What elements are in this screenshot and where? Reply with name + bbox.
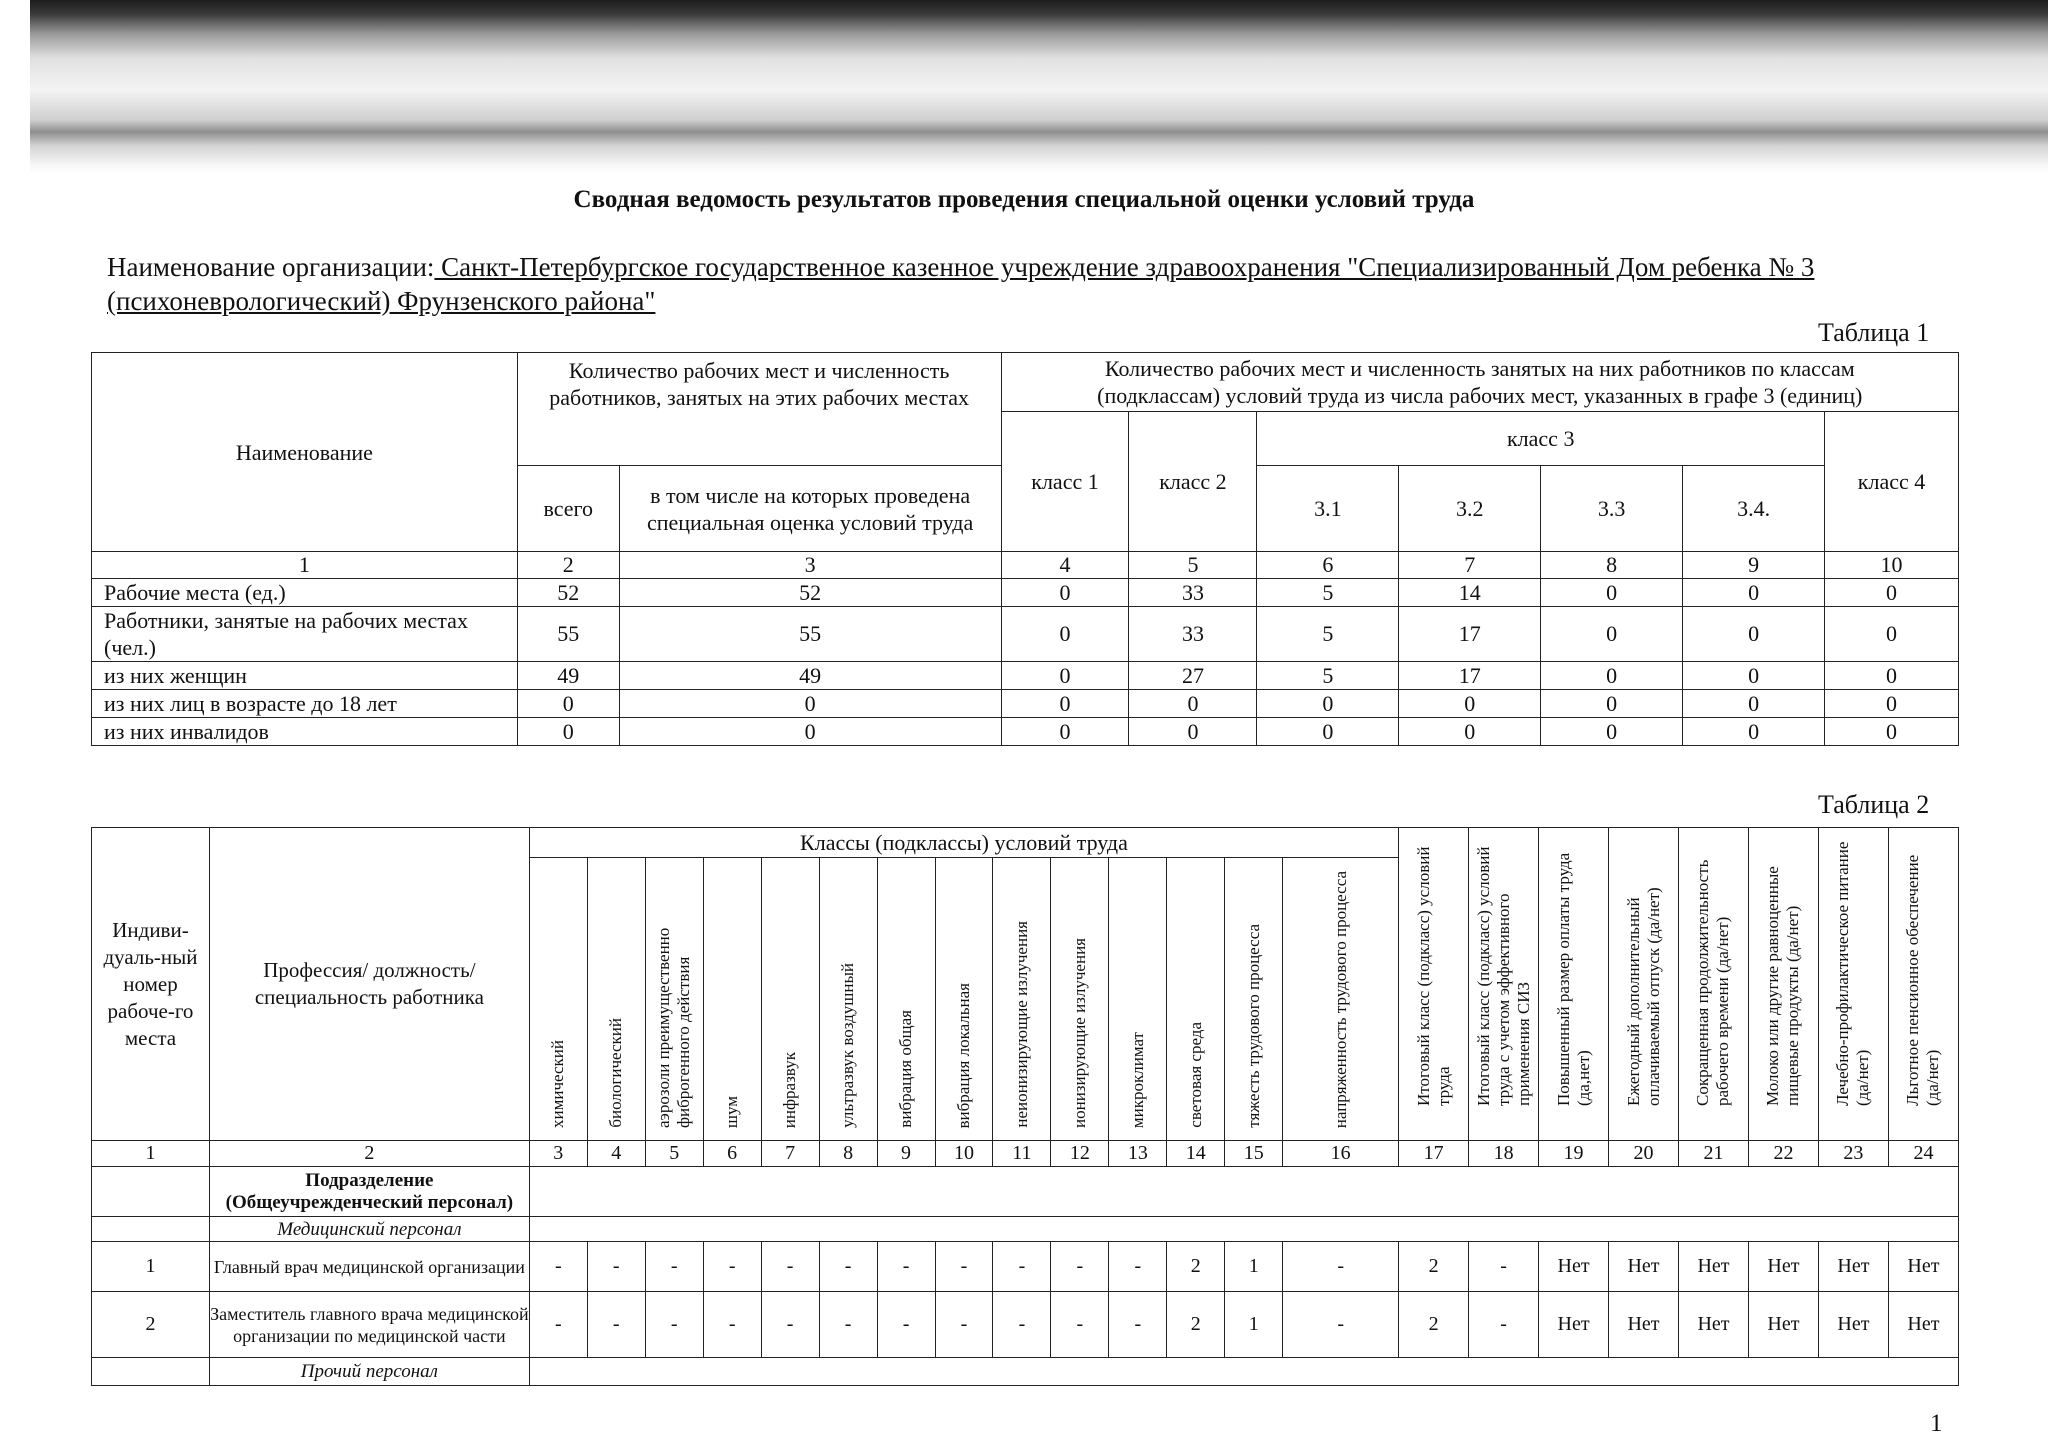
table-row xyxy=(92,1292,1959,1358)
extra-header-text: Сокращенная продолжительность рабочего времени (да/нет) xyxy=(1693,859,1733,1106)
scan-margin xyxy=(0,0,30,1449)
group-label-medical: Медицинский персонал xyxy=(209,1217,529,1242)
factor-header-text: тяжесть трудового процесса xyxy=(1243,924,1263,1128)
table-cell: - xyxy=(1051,1292,1109,1358)
col-number: 10 xyxy=(935,1141,993,1167)
table-cell: 0 xyxy=(1825,607,1959,662)
table-cell: - xyxy=(529,1242,587,1292)
col-number: 5 xyxy=(1129,552,1257,579)
table-cell: 0 xyxy=(517,718,619,746)
table-cell: 0 xyxy=(619,718,1001,746)
t2-header-profession: Профессия/ должность/ специальность работника xyxy=(209,828,529,1141)
table-row xyxy=(92,690,1959,718)
extra-header-text: Итоговый класс (подкласс) условий труда xyxy=(1413,846,1453,1106)
factor-header xyxy=(529,858,587,1141)
table-cell: - xyxy=(993,1242,1051,1292)
col-number: 19 xyxy=(1539,1141,1609,1167)
col-number: 7 xyxy=(761,1141,819,1167)
table-cell: 0 xyxy=(1683,579,1825,607)
t1-header-3-2: 3.2 xyxy=(1399,466,1541,552)
table1-caption: Таблица 1 xyxy=(1818,318,1930,347)
table-cell: 0 xyxy=(1001,579,1129,607)
factor-header-text: инфразвук xyxy=(780,1051,800,1128)
table-cell: 1 xyxy=(1225,1242,1283,1292)
col-number: 13 xyxy=(1109,1141,1167,1167)
col-number: 15 xyxy=(1225,1141,1283,1167)
col-number: 2 xyxy=(517,552,619,579)
table-cell: - xyxy=(1469,1292,1539,1358)
table-cell: Нет xyxy=(1748,1242,1818,1292)
factor-header xyxy=(587,858,645,1141)
table-cell: - xyxy=(703,1242,761,1292)
table-cell: 0 xyxy=(1257,690,1399,718)
table-row xyxy=(92,607,1959,662)
empty-cell xyxy=(529,1217,1958,1242)
extra-header xyxy=(1539,828,1609,1141)
table-cell: 49 xyxy=(619,662,1001,690)
table-cell: 0 xyxy=(1001,690,1129,718)
table-cell: 0 xyxy=(619,690,1001,718)
workplace-id: 1 xyxy=(92,1242,210,1292)
table-cell: 0 xyxy=(1001,662,1129,690)
factor-header-text: микроклимат xyxy=(1127,1031,1147,1128)
table-cell: Нет xyxy=(1818,1292,1888,1358)
col-number: 6 xyxy=(1257,552,1399,579)
factor-header xyxy=(645,858,703,1141)
t1-header-class4: класс 4 xyxy=(1825,412,1959,552)
table-cell: 14 xyxy=(1399,579,1541,607)
table-cell: 2 xyxy=(1167,1242,1225,1292)
factor-header-text: биологический xyxy=(606,1018,626,1128)
table-cell: 2 xyxy=(1167,1292,1225,1358)
table-cell: - xyxy=(993,1292,1051,1358)
organization-value: Санкт-Петербургское государственное казенное учреждение здравоохранения "Специализированный Дом ребенка № 3 (психоневрологический) Фрунзенского района" xyxy=(107,252,1815,316)
table-cell: - xyxy=(529,1292,587,1358)
extra-header-text: Молоко или другие равноценные пищевые продукты (да/нет) xyxy=(1763,866,1803,1106)
t2-header-id: Индиви-дуаль-ный номер рабоче-го места xyxy=(92,828,210,1141)
col-number: 10 xyxy=(1825,552,1959,579)
table-cell: Нет xyxy=(1888,1242,1958,1292)
organization-line xyxy=(107,250,1947,318)
table-cell: Нет xyxy=(1888,1292,1958,1358)
group-label-other: Прочий персонал xyxy=(209,1358,529,1386)
t1-header-total: всего xyxy=(517,466,619,552)
table-cell: 33 xyxy=(1129,607,1257,662)
organization-label: Наименование организации: xyxy=(107,252,435,282)
table-cell: 55 xyxy=(517,607,619,662)
row-label: из них женщин xyxy=(92,662,518,690)
extra-header-text: Льготное пенсионное обеспечение (да/нет) xyxy=(1903,854,1943,1106)
factor-header xyxy=(761,858,819,1141)
factor-header-text: вибрация локальная xyxy=(953,982,973,1128)
table-cell: 0 xyxy=(1825,662,1959,690)
col-number: 23 xyxy=(1818,1141,1888,1167)
table-cell: - xyxy=(1283,1292,1399,1358)
table-cell: - xyxy=(877,1292,935,1358)
extra-header xyxy=(1818,828,1888,1141)
factor-header-text: ультразвук воздушный xyxy=(838,963,858,1128)
table-cell: - xyxy=(1283,1242,1399,1292)
factor-header-text: химический xyxy=(548,1040,568,1128)
factor-header xyxy=(819,858,877,1141)
table-cell: 0 xyxy=(1541,607,1683,662)
factor-header xyxy=(1225,858,1283,1141)
table-cell: 0 xyxy=(1541,690,1683,718)
table-cell: - xyxy=(645,1292,703,1358)
table-row xyxy=(92,662,1959,690)
table-cell: Нет xyxy=(1748,1292,1818,1358)
col-number: 16 xyxy=(1283,1141,1399,1167)
factor-header xyxy=(703,858,761,1141)
col-number: 8 xyxy=(819,1141,877,1167)
table-cell: 0 xyxy=(1683,690,1825,718)
row-label: Рабочие места (ед.) xyxy=(92,579,518,607)
t2-header-classes: Классы (подклассы) условий труда xyxy=(529,828,1398,858)
table-cell: 0 xyxy=(1825,690,1959,718)
extra-header xyxy=(1399,828,1469,1141)
factor-header xyxy=(993,858,1051,1141)
col-number: 14 xyxy=(1167,1141,1225,1167)
table-cell: 0 xyxy=(1257,718,1399,746)
factor-header xyxy=(935,858,993,1141)
document-title: Сводная ведомость результатов проведения специальной оценки условий труда xyxy=(573,186,1475,213)
table-cell: - xyxy=(1051,1242,1109,1292)
t1-header-3-3: 3.3 xyxy=(1541,466,1683,552)
table-cell: - xyxy=(703,1292,761,1358)
extra-header xyxy=(1679,828,1749,1141)
t2-column-numbers xyxy=(92,1141,1959,1167)
t1-header-assessed: в том числе на которых проведена специальная оценка условий труда xyxy=(619,466,1001,552)
col-number: 4 xyxy=(1001,552,1129,579)
col-number: 22 xyxy=(1748,1141,1818,1167)
table-row xyxy=(92,579,1959,607)
t1-header-class2: класс 2 xyxy=(1129,412,1257,552)
col-number: 7 xyxy=(1399,552,1541,579)
t1-header-class1: класс 1 xyxy=(1001,412,1129,552)
table-cell: Нет xyxy=(1609,1292,1679,1358)
table-cell: 0 xyxy=(1541,579,1683,607)
table-cell: 17 xyxy=(1399,662,1541,690)
extra-header xyxy=(1609,828,1679,1141)
table-cell: 1 xyxy=(1225,1292,1283,1358)
table-cell: Нет xyxy=(1539,1292,1609,1358)
col-number: 21 xyxy=(1679,1141,1749,1167)
col-number: 5 xyxy=(645,1141,703,1167)
table-cell: - xyxy=(1109,1292,1167,1358)
col-number: 1 xyxy=(92,552,518,579)
t1-header-classes: Количество рабочих мест и численность занятых на них работников по классам (подклассам) условий труда из числа рабочих мест, указанных в графе 3 (единиц) xyxy=(1001,353,1958,412)
empty-cell xyxy=(92,1167,210,1217)
col-number: 3 xyxy=(619,552,1001,579)
extra-header-text: Итоговый класс (подкласс) условий труда с учетом эффективного применения СИЗ xyxy=(1473,846,1533,1106)
factor-header-text: шум xyxy=(722,1095,742,1128)
table-cell: 2 xyxy=(1399,1292,1469,1358)
empty-cell xyxy=(529,1167,1958,1217)
table-cell: Нет xyxy=(1818,1242,1888,1292)
col-number: 9 xyxy=(1683,552,1825,579)
table-cell: 0 xyxy=(1683,662,1825,690)
col-number: 1 xyxy=(92,1141,210,1167)
factor-header xyxy=(1283,858,1399,1141)
page-number: 1 xyxy=(1930,1410,1943,1437)
row-label: из них инвалидов xyxy=(92,718,518,746)
table-cell: - xyxy=(1109,1242,1167,1292)
profession-name: Главный врач медицинской организации xyxy=(209,1242,529,1292)
table-cell: 0 xyxy=(1683,718,1825,746)
t1-column-numbers xyxy=(92,552,1959,579)
col-number: 24 xyxy=(1888,1141,1958,1167)
table-cell: 0 xyxy=(1399,718,1541,746)
factor-header xyxy=(1167,858,1225,1141)
col-number: 17 xyxy=(1399,1141,1469,1167)
table-cell: 49 xyxy=(517,662,619,690)
t1-header-3-4: 3.4. xyxy=(1683,466,1825,552)
extra-header xyxy=(1469,828,1539,1141)
t1-header-count: Количество рабочих мест и численность работников, занятых на этих рабочих местах xyxy=(517,353,1001,466)
table-cell: 0 xyxy=(1683,607,1825,662)
table-cell: 0 xyxy=(1129,718,1257,746)
table-cell: 27 xyxy=(1129,662,1257,690)
table-cell: 5 xyxy=(1257,579,1399,607)
col-number: 9 xyxy=(877,1141,935,1167)
table-cell: 0 xyxy=(1001,718,1129,746)
factor-header-text: световая среда xyxy=(1185,1022,1205,1128)
department-label: Подразделение (Общеучрежденческий персонал) xyxy=(209,1167,529,1217)
table-cell: - xyxy=(819,1292,877,1358)
table-cell: - xyxy=(935,1242,993,1292)
t1-header-name: Наименование xyxy=(92,353,518,552)
extra-header-text: Ежегодный дополнительный оплачиваемый отпуск (да/нет) xyxy=(1623,887,1663,1106)
profession-name: Заместитель главного врача медицинской организации по медицинской части xyxy=(209,1292,529,1358)
table-cell: 33 xyxy=(1129,579,1257,607)
table-cell: 0 xyxy=(1001,607,1129,662)
col-number: 4 xyxy=(587,1141,645,1167)
factor-header-text: аэрозоли преимущественно фиброгенного действия xyxy=(654,927,694,1128)
table-cell: 52 xyxy=(619,579,1001,607)
table-cell: 5 xyxy=(1257,607,1399,662)
col-number: 2 xyxy=(209,1141,529,1167)
table-cell: 0 xyxy=(1541,718,1683,746)
empty-cell xyxy=(92,1358,210,1386)
table-cell: - xyxy=(935,1292,993,1358)
empty-cell xyxy=(92,1217,210,1242)
table-cell: - xyxy=(761,1292,819,1358)
extra-header-text: Лечебно-профилактическое питание (да/нет) xyxy=(1833,841,1873,1106)
t1-header-class3: класс 3 xyxy=(1257,412,1825,466)
table-cell: 0 xyxy=(1129,690,1257,718)
table-cell: - xyxy=(877,1242,935,1292)
table-cell: - xyxy=(587,1242,645,1292)
table-cell: - xyxy=(587,1292,645,1358)
col-number: 8 xyxy=(1541,552,1683,579)
table-cell: 0 xyxy=(1825,579,1959,607)
scan-shadow xyxy=(30,0,2048,175)
table-cell: 17 xyxy=(1399,607,1541,662)
table-cell: 52 xyxy=(517,579,619,607)
table-cell: Нет xyxy=(1679,1242,1749,1292)
table-cell: 0 xyxy=(517,690,619,718)
table-cell: - xyxy=(1469,1242,1539,1292)
empty-cell xyxy=(529,1358,1958,1386)
table-cell: 5 xyxy=(1257,662,1399,690)
col-number: 20 xyxy=(1609,1141,1679,1167)
extra-header-text: Повышенный размер оплаты труда (да,нет) xyxy=(1553,852,1593,1106)
factor-header xyxy=(877,858,935,1141)
row-label: из них лиц в возрасте до 18 лет xyxy=(92,690,518,718)
table-cell: Нет xyxy=(1609,1242,1679,1292)
workplace-table xyxy=(91,827,1959,1386)
col-number: 6 xyxy=(703,1141,761,1167)
factor-header-text: неионизирующие излучения xyxy=(1011,921,1031,1128)
table-cell: 55 xyxy=(619,607,1001,662)
table-cell: 0 xyxy=(1825,718,1959,746)
table-cell: Нет xyxy=(1679,1292,1749,1358)
col-number: 18 xyxy=(1469,1141,1539,1167)
table-cell: 0 xyxy=(1399,690,1541,718)
factor-header-text: вибрация общая xyxy=(896,1010,916,1128)
summary-table xyxy=(91,352,1959,746)
factor-header xyxy=(1109,858,1167,1141)
row-label: Работники, занятые на рабочих местах (чел.) xyxy=(92,607,518,662)
factor-header xyxy=(1051,858,1109,1141)
table-row xyxy=(92,718,1959,746)
col-number: 12 xyxy=(1051,1141,1109,1167)
col-number: 3 xyxy=(529,1141,587,1167)
table-cell: 2 xyxy=(1399,1242,1469,1292)
extra-header xyxy=(1748,828,1818,1141)
factor-header-text: ионизирующие излучения xyxy=(1069,938,1089,1128)
table-cell: Нет xyxy=(1539,1242,1609,1292)
extra-header xyxy=(1888,828,1958,1141)
table-cell: 0 xyxy=(1541,662,1683,690)
table-row xyxy=(92,1242,1959,1292)
table-cell: - xyxy=(761,1242,819,1292)
table-cell: - xyxy=(645,1242,703,1292)
table2-caption: Таблица 2 xyxy=(1818,790,1930,819)
factor-header-text: напряженность трудового процесса xyxy=(1330,870,1350,1128)
t1-header-3-1: 3.1 xyxy=(1257,466,1399,552)
workplace-id: 2 xyxy=(92,1292,210,1358)
table-cell: - xyxy=(819,1242,877,1292)
col-number: 11 xyxy=(993,1141,1051,1167)
